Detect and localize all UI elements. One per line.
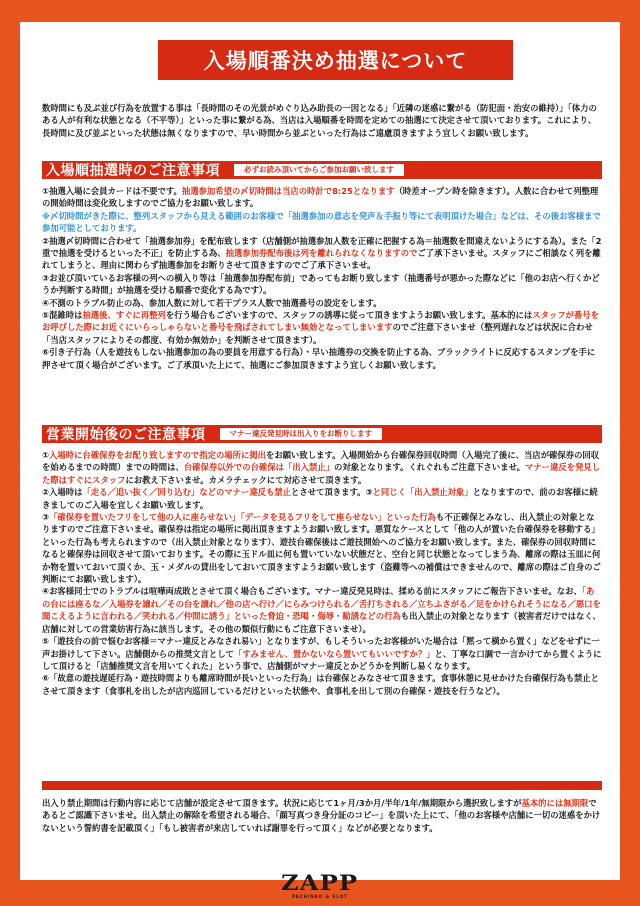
- intro-text: 数時間にも及ぶ並び行為を放置する事は「長時間のその光景がめぐり込み助長の一因となる」「近隣の迷惑に繋がる（防犯面・治安の維持）」「体力のある人が有利な状態となる（不平等）」といった事に繋がる為、当店は入場順番を時間を定めての抽選にて決定させて頂いております。これにより、長時間に及び並ぶといった状態は無くなりますので、早い時間から並ぶといった行為はご遠慮頂きますよう宜しくお願い致します。: [42, 103, 597, 138]
- business-item-4: ④お客様同士でのトラブルは喧嘩両成敗とさせて頂く場合もございます。マナー違反発見時は、揉める前にスタッフにご報告下さいませ。なお、「あの台には座るな／入場券を譲れ／その台を譲れ／他の店へ行け／にらみつけられる／舌打ちされる／立ちふさがる／足をかけられそうになる／悪口を聞こえるように言われる／笑われる／仲間に誘う」といった脅迫・恐喝・侮辱・勧誘などの行為も出入禁止の対象となります（被害者だけではなく、店舗に対しての営業妨害行為に該当します。その他の類似行動にもご注意下さいませ）。: [42, 586, 601, 634]
- business-item-6: ⑥「故意の遊技遅延行為・遊技時間よりも離席時間が長いといった行為」は台確保とみなさせて頂きます。食事休憩に見せかけた台確保行為も禁止とさせて頂きます（食事札を出したが店内巡回しているだけといった状態や、食事札を出して別の台確保・遊技を行うなど）。: [42, 673, 600, 696]
- ban-period-text: 出入り禁止期間は行動内容に応じて店舗が設定させて頂きます。状況に応じて1ヶ月/3か月/半年/1年/無期限から選択致しますが基本的には無期限であるとご認識下さいませ。出入禁止の解除を希望される場合、「顔写真つき身分証のコピー」を頂いた上にて、「他のお客様や店舗に一切の迷惑をかけないという誓約書を記載頂く」「もし被害者が来店していれば謝罪を行って頂く」などが必要となります。: [42, 798, 601, 833]
- intro-paragraph: [42, 102, 602, 139]
- business-item-2: ②入場時は「走る／追い抜く／回り込む」などのマナー違反も禁止とさせて頂きます。③と同じく「出入禁止対象」となりますので、前のお客様に続きましてのご入場を宜しくお願い致します。: [42, 487, 598, 510]
- logo-tagline: PACHINKO & SLOT: [292, 894, 348, 899]
- business-item-1: ①入場時に台確保券をお配り致しますので指定の場所に掲出をお願い致します。入場開始から台確保券回収時間（入場完了後に、当店が確保券の回収を始めるまでの時間）までの時間は、台確保券以外での台確保は「出入禁止」の対象となります。くれぐれもご注意下さいませ。マナー違反を発見した際はすぐにスタッフにお教え下さいませ。カメラチェックにて対応させて頂きます。: [42, 450, 601, 485]
- section-business-badge: マナー違反発見時は出入りをお断りします: [220, 428, 383, 440]
- zapp-logo: [245, 872, 395, 902]
- divider-bar: [42, 781, 602, 790]
- lottery-item-5: ⑤混雑時は抽選後、すぐに再整列を行う場合もございますので、スタッフの誘導に従って頂きますようお願い致します。基本的にはスタッフが番号をお呼びした際にお近くにいらっしゃらないと番号を飛ばされてしまい無効となってしまいますのでご注意下さいませ（整列遅れなどは状況に合わせ「当店スタッフによりその都度、有効か無効か」を判断させて頂きます）。: [42, 310, 599, 345]
- lottery-item-3: ③お並び頂いているお客様の列への横入り等は「抽選参加券配布前」であってもお断り致します（抽選番号が悪かった際などに「他のお店へ行くかどうか判断する時間」が抽選を受ける順番で変化する為です）。: [42, 272, 600, 296]
- lottery-item-1: ①抽選入場に会員カードは不要です。抽選参加希望の〆切時間は当店の時計で8:25となります（時差オープン時を除きます）。人数に合わせて列整理の開始時間は変化致しますのでご協力をお願い致します。: [42, 186, 599, 209]
- lottery-item-2: ②抽選〆切時間に合わせて「抽選参加券」を配布致します（店舗側が抽選参加人数を正確に把握する為＝抽選数を間違えないようにする為）。また「2重で抽選を受けるといった不正」を防止する為、抽選参加券配布後は列を離れられなくなりますのでご了承下さいませ。スタッフにご相談なく列を離れてしまうと、理由に関わらず抽選参加をお断りさせて頂きますのでご了承下さいませ。: [42, 235, 602, 271]
- logo-wordmark: ZAPP: [281, 870, 359, 895]
- ban-period-note: [42, 797, 602, 834]
- lottery-note: ※〆切時間がきた際に、整列スタッフから見える範囲のお客様で「抽選参加の意志を発声＆手振り等にて表明頂けた場合」などは、その後お客様まで参加可能としております。: [42, 210, 601, 234]
- section-business-title: 営業開始後のご注意事項: [46, 427, 206, 443]
- notice-sheet: [20, 22, 620, 880]
- section-business-header: [42, 425, 602, 443]
- section-lottery-body: [42, 185, 602, 371]
- section-lottery-badge: 必ずお読み頂いてからご参加お願い致します: [234, 164, 404, 176]
- title-banner: [158, 40, 513, 80]
- section-lottery-header: [42, 161, 602, 179]
- section-lottery-title: 入場順抽選時のご注意事項: [46, 163, 220, 179]
- section-business-body: [42, 449, 602, 697]
- lottery-item-4: ④不測のトラブル防止の為、参加人数に対して若干プラス人数で抽選番号の設定をします。: [42, 297, 382, 308]
- business-item-3: ③「確保券を置いたフリをして他の人に座らせない」「データを見るフリをして座らせない」といった行為も不正確保とみなし、出入禁止の対象となりますのでご注意下さいませ。確保券は指定の場所に掲出頂きますようお願い致します。悪質なケースとして「他の人が置いた台確保券を移動する」といった行為も考えられますので（出入禁止対象となります）、遊技台確保後はご遊技開始へのご協力をお願い致します。また、確保券の回収時間になると確保券は回収させて頂いております。その際に玉ドル皿に何も置いていない状態だと、空台と同じ状態となってしまう為、離席の際は玉皿に何か物を置いておいて頂くか、玉・メダルの貸出をしておいて頂きますようお願い致します（盗難等への補償はできませんので、離席の際はご自身のご判断にてお願い致します）。: [42, 512, 601, 585]
- lottery-item-6: ⑥引き子行為（人を遊技もしない抽選参加の為の要員を用意する行為）・早い抽選券の交換を防止する為、ブラックライトに反応するスタンプを手に押させて頂く場合がございます。ご了承頂いた上にて、抽選にご参加頂きますよう宜しくお願い致します。: [42, 347, 596, 370]
- business-item-5: ⑤「遊技台の前で悩むお客様＝マナー違反とみなされ易い」となりますが、もしそういったお客様がいた場合は「黙って横から置く」などをせずに一声お掛けして下さい。店舗側からの推奨文言として「すみません、置かないなら置いてもいいですか？」と、丁寧な口調で一言かけてから置くようにして頂けると「店舗推奨文言を用いてくれた」という事で、店舗側がマナー違反とかどうかを判断し易くなります。: [42, 636, 602, 671]
- page-title: 入場順番決め抽選について: [203, 49, 468, 73]
